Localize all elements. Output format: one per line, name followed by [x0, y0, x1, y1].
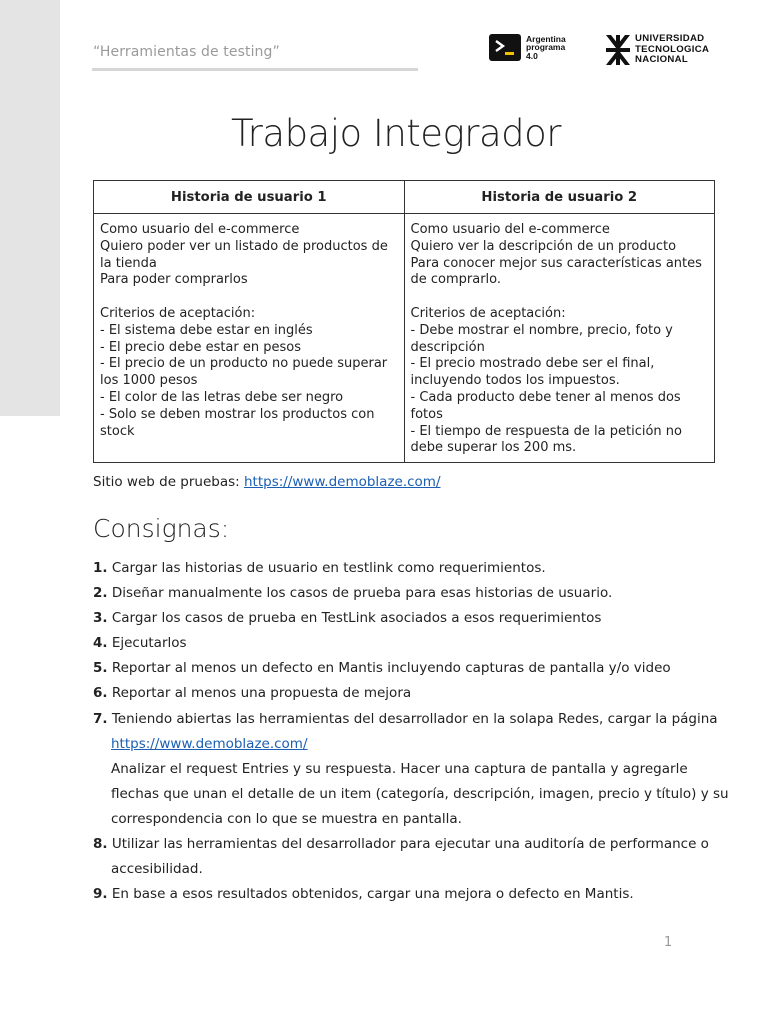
page-side-bar	[0, 0, 60, 416]
story-1-line: - El color de las letras debe ser negro	[100, 389, 344, 405]
consigna-text: Utilizar las herramientas del desarrollador para ejecutar una auditoría de performance o	[107, 836, 709, 853]
user-stories-table	[93, 180, 715, 463]
consigna-line	[93, 658, 693, 683]
story-1-line: Quiero poder ver un listado de productos de la tienda	[100, 238, 388, 271]
consigna-line	[93, 834, 709, 859]
header-title: “Herramientas de testing”	[93, 44, 280, 60]
consigna-number: 9.	[93, 886, 108, 903]
utn-wordmark	[635, 34, 709, 66]
consignas-heading: Consignas:	[93, 514, 230, 543]
consigna-line	[93, 608, 693, 633]
story-2-line: - El precio mostrado debe ser el final, incluyendo todos los impuestos.	[410, 356, 655, 389]
consigna-text: En base a esos resultados obtenidos, cargar una mejora o defecto en Mantis.	[107, 886, 634, 903]
story-2-line: Como usuario del e-commerce	[410, 222, 610, 237]
table-row	[94, 214, 715, 463]
consigna-line	[93, 809, 693, 834]
utn-logo	[606, 34, 709, 66]
story-1-line: - El sistema debe estar en inglés	[100, 322, 313, 338]
utn-emblem-icon	[606, 35, 630, 65]
consigna-line	[93, 558, 693, 583]
story-1-line: Como usuario del e-commerce	[100, 222, 300, 237]
story-2-line: - Debe mostrar el nombre, precio, foto y descripción	[410, 322, 673, 355]
consigna-number: 4.	[93, 635, 108, 652]
consigna-number: 7.	[93, 710, 108, 727]
story-2-line: Quiero ver la descripción de un producto	[410, 238, 677, 254]
story-1-line: - El precio debe estar en pesos	[100, 339, 301, 355]
argentina-programa-logo	[489, 34, 566, 61]
table-header-story-1: Historia de usuario 1	[94, 181, 405, 214]
utn-word-universidad: UNIVERSIDAD	[635, 33, 705, 44]
table-header-story-2: Historia de usuario 2	[404, 181, 715, 214]
consigna-text: Diseñar manualmente los casos de prueba para esas historias de usuario.	[107, 585, 613, 602]
consigna-text: Cargar las historias de usuario en testlink como requerimientos.	[107, 560, 546, 576]
document-title: Trabajo Integrador	[231, 112, 561, 155]
story-1-line: Criterios de aceptación:	[100, 305, 256, 321]
consigna-text: Teniendo abiertas las herramientas del desarrollador en la solapa Redes, cargar la página	[107, 710, 718, 727]
consigna-number: 2.	[93, 585, 108, 602]
consigna-line	[93, 759, 693, 784]
chevron-right-icon	[494, 40, 506, 52]
utn-word-nacional: NACIONAL	[635, 54, 689, 65]
story-2-cell	[404, 214, 715, 463]
test-site-label: Sitio web de pruebas:	[93, 474, 244, 490]
consigna-text: correspondencia con lo que se muestra en pantalla.	[111, 810, 462, 827]
consigna-line	[93, 859, 693, 884]
consigna-number: 3.	[93, 610, 108, 627]
consigna-line	[93, 709, 718, 734]
consigna-line	[93, 784, 729, 809]
consigna-text: Reportar al menos un defecto en Mantis incluyendo capturas de pantalla y/o video	[107, 660, 671, 677]
header-divider	[92, 68, 418, 71]
story-2-line: - Cada producto debe tener al menos dos fotos	[410, 389, 681, 422]
story-2-blank-line	[411, 289, 709, 306]
consigna-number: 8.	[93, 836, 108, 853]
consigna-link[interactable]: https://www.demoblaze.com/	[111, 735, 308, 752]
consigna-number: 5.	[93, 660, 108, 677]
consigna-text: Ejecutarlos	[107, 635, 187, 652]
story-1-blank-line	[100, 289, 398, 306]
consigna-number: 1.	[93, 560, 108, 576]
consigna-text: Analizar el request Entries y su respuesta. Hacer una captura de pantalla y agregarle	[111, 760, 688, 777]
page-number: 1	[664, 935, 673, 950]
consigna-line	[93, 633, 693, 658]
prompt-cursor-bar	[505, 52, 514, 55]
test-site-line	[93, 474, 441, 490]
terminal-prompt-icon	[489, 34, 521, 61]
test-site-link[interactable]: https://www.demoblaze.com/	[244, 474, 441, 490]
story-1-cell	[94, 214, 405, 463]
consigna-line	[93, 884, 693, 909]
story-1-line: - Solo se deben mostrar los productos con stock	[100, 406, 375, 439]
consigna-line	[93, 583, 693, 608]
story-2-line: Criterios de aceptación:	[410, 305, 566, 321]
consigna-line	[93, 734, 693, 759]
logo-word-version: 4.0	[526, 50, 538, 61]
consigna-text: flechas que unan el detalle de un item (categoría, descripción, imagen, precio y título) y su	[111, 785, 729, 802]
logo-word-argentina: Argentina	[526, 33, 566, 44]
story-2-line: - El tiempo de respuesta de la petición no debe superar los 200 ms.	[410, 423, 682, 456]
utn-word-tecnologica: TECNOLOGICA	[635, 43, 710, 55]
consigna-text: Cargar los casos de prueba en TestLink asociados a esos requerimientos	[107, 610, 602, 627]
argentina-programa-wordmark	[526, 35, 566, 61]
story-1-line: Para poder comprarlos	[100, 272, 248, 288]
consigna-number: 6.	[93, 685, 108, 702]
consigna-text: accesibilidad.	[111, 861, 203, 878]
consignas-list	[93, 558, 729, 909]
table-header-row	[94, 181, 715, 214]
story-2-line: Para conocer mejor sus características antes de comprarlo.	[410, 255, 702, 288]
consigna-line	[93, 683, 693, 708]
logo-word-programa: programa	[526, 42, 566, 53]
consigna-text: Reportar al menos una propuesta de mejora	[107, 685, 412, 702]
story-1-line: - El precio de un producto no puede superar los 1000 pesos	[100, 356, 388, 389]
